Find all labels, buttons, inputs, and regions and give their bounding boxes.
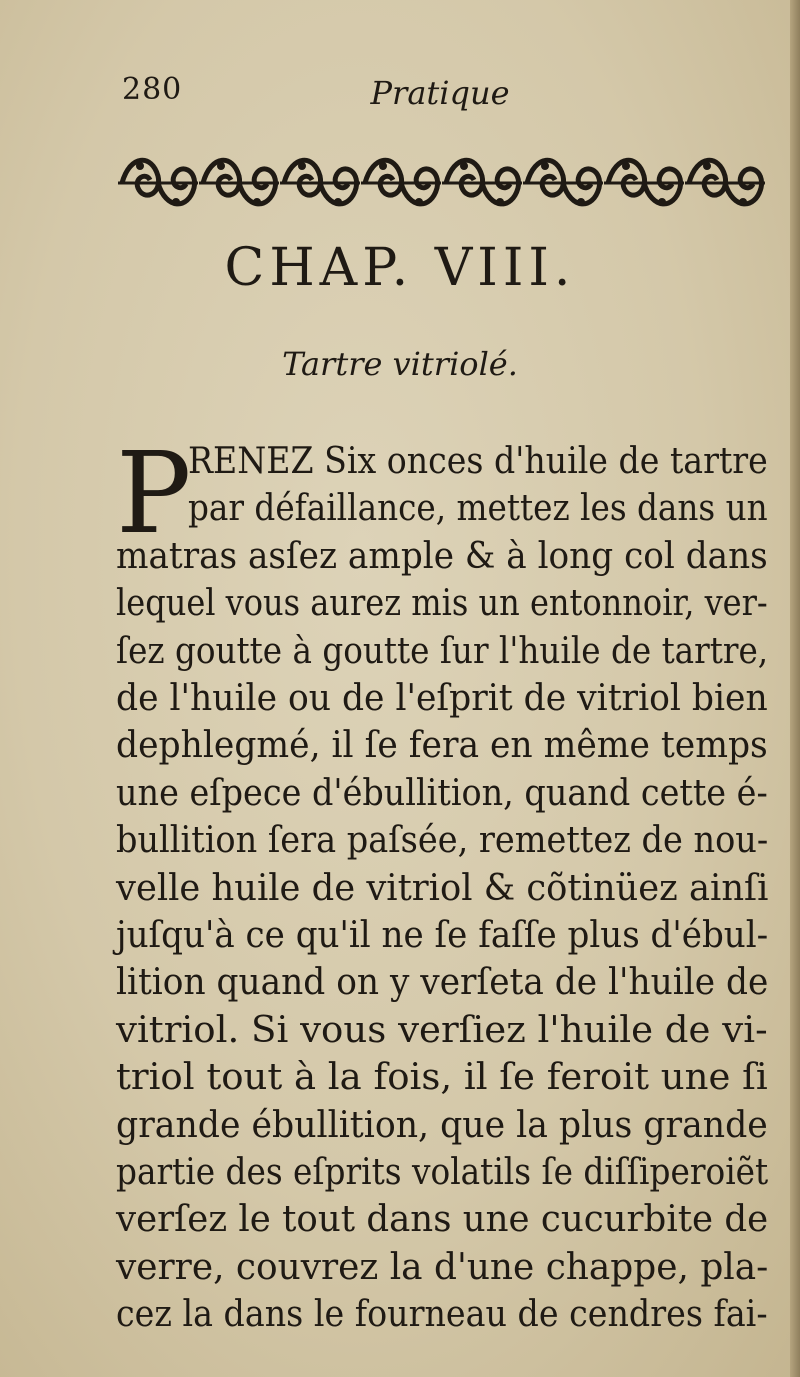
page-number: 280 bbox=[122, 72, 183, 107]
text-line: de l'huile ou de l'eſprit de vitriol bien bbox=[116, 678, 768, 719]
text-line: grande ébullition, que la plus grande bbox=[116, 1104, 768, 1146]
text-line: cez la dans le fourneau de cendres fai- bbox=[116, 1294, 768, 1336]
text-line: vitriol. Si vous verſiez l'huile de vi- bbox=[116, 1009, 768, 1051]
text-line: lequel vous aurez mis un entonnoir, ver- bbox=[116, 583, 768, 625]
text-line: ſez goutte à goutte ſur l'huile de tartre, bbox=[116, 630, 769, 672]
text-line: RENEZ Six onces d'huile de tartre bbox=[188, 441, 768, 482]
running-title: Pratique bbox=[370, 74, 510, 112]
text-line: lition quand on y verſeta de l'huile de bbox=[116, 962, 769, 1004]
text-line: velle huile de vitriol & cõtinüez ainſi bbox=[116, 867, 769, 909]
decorative-ornament-band bbox=[118, 148, 768, 218]
text-line: bullition ſera paſsée, remettez de nou- bbox=[116, 820, 769, 862]
text-line: juſqu'à ce qu'il ne ſe faſſe plus d'ébul- bbox=[116, 915, 769, 956]
text-line: triol tout à la fois, il ſe feroit une ſi bbox=[116, 1057, 768, 1099]
page-edge bbox=[790, 0, 800, 1377]
text-line: une eſpece d'ébullition, quand cette é- bbox=[116, 772, 768, 814]
text-line: matras asſez ample & à long col dans bbox=[116, 535, 768, 577]
text-line: verſez le tout dans une cucurbite de bbox=[116, 1199, 769, 1241]
drop-cap: P bbox=[116, 429, 192, 559]
text-line: par défaillance, mettez les dans un bbox=[188, 488, 768, 530]
text-line: partie des eſprits volatils ſe diſſiperoiẽt bbox=[116, 1152, 769, 1193]
text-line: verre, couvrez la d'une chappe, pla- bbox=[116, 1246, 769, 1288]
chapter-subtitle: Tartre vitriolé. bbox=[282, 345, 518, 383]
text-line: dephlegmé, il ſe fera en même temps bbox=[116, 725, 768, 767]
chapter-heading: CHAP. VIII. bbox=[224, 238, 576, 298]
